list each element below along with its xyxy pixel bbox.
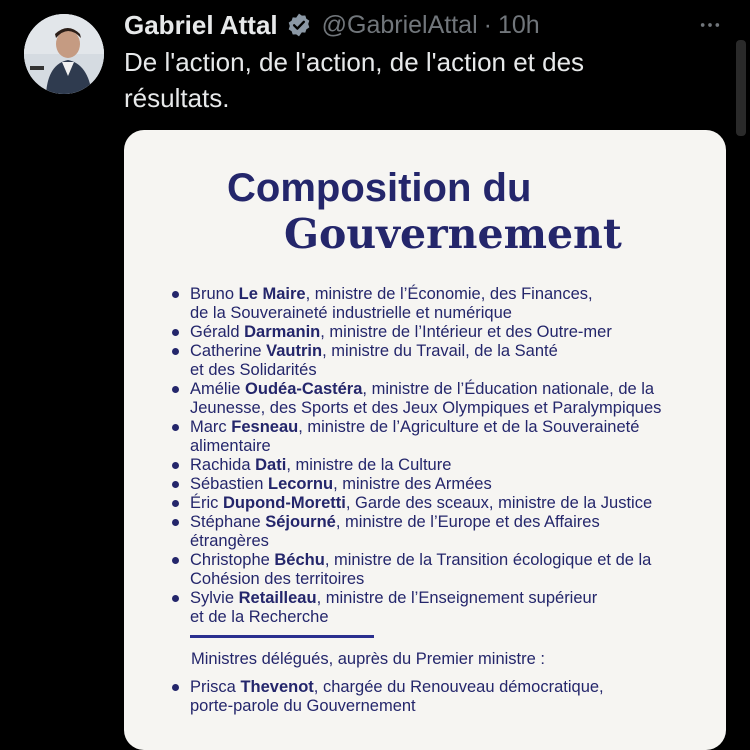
list-item	[172, 494, 712, 513]
delegates-heading: Ministres délégués, auprès du Premier ministre :	[191, 650, 545, 668]
list-item	[172, 418, 712, 456]
adjacent-image-edge	[736, 40, 746, 136]
image-title-line2: Gouvernement	[284, 210, 622, 258]
minister-last-name: Vautrin	[266, 342, 323, 360]
list-item	[172, 342, 712, 380]
minister-first-name: Gérald	[190, 323, 240, 341]
minister-role: , ministre de la Culture	[286, 456, 452, 474]
minister-last-name: Lecornu	[267, 475, 334, 493]
author-name[interactable]: Gabriel Attal	[124, 9, 278, 40]
tweet-time[interactable]: 10h	[497, 10, 540, 39]
minister-first-name: Amélie	[190, 380, 241, 398]
minister-last-name: Dati	[255, 456, 287, 474]
list-item	[172, 589, 712, 627]
minister-role-cont: et des Solidarités	[190, 361, 317, 379]
section-divider	[190, 635, 374, 638]
minister-last-name: Retailleau	[238, 589, 317, 607]
minister-role-cont: de la Souveraineté industrielle et numérique	[190, 304, 512, 322]
minister-role: , ministre de l’Économie, des Finances,	[305, 285, 593, 303]
minister-role: , ministre de la Transition écologique et de la	[324, 551, 652, 569]
minister-role: , ministre de l’Enseignement supérieur	[316, 589, 598, 607]
list-item	[172, 380, 712, 418]
tweet-header	[124, 8, 730, 42]
minister-role: , ministre des Armées	[333, 475, 492, 493]
minister-first-name: Éric	[190, 494, 219, 512]
list-item	[172, 285, 712, 323]
minister-role: , ministre de l’Agriculture et de la Souveraineté	[298, 418, 640, 436]
minister-role-cont: alimentaire	[190, 437, 271, 455]
more-options-icon[interactable]	[698, 14, 722, 36]
list-item	[172, 551, 712, 589]
minister-first-name: Sylvie	[190, 589, 235, 607]
minister-first-name: Catherine	[190, 342, 262, 360]
tweet-text: De l'action, de l'action, de l'action et des résultats.	[124, 47, 585, 113]
minister-role: , chargée du Renouveau démocratique,	[313, 678, 604, 696]
minister-first-name: Sébastien	[190, 475, 264, 493]
minister-first-name: Prisca	[190, 678, 236, 696]
minister-role: , ministre du Travail, de la Santé	[322, 342, 558, 360]
image-title-line1: Composition du	[227, 166, 532, 210]
minister-last-name: Séjourné	[265, 513, 336, 531]
minister-role-cont: étrangères	[190, 532, 269, 550]
list-item	[172, 323, 712, 342]
author-avatar[interactable]	[24, 14, 104, 94]
separator-dot: ·	[483, 10, 492, 39]
minister-role: , ministre de l’Intérieur et des Outre-mer	[320, 323, 612, 341]
minister-last-name: Oudéa-Castéra	[245, 380, 363, 398]
minister-role-cont: Jeunesse, des Sports et des Jeux Olympiques et Paralympiques	[190, 399, 662, 417]
verified-badge-icon	[286, 12, 312, 38]
minister-last-name: Dupond-Moretti	[223, 494, 346, 512]
list-item	[172, 513, 712, 551]
author-handle[interactable]: @GabrielAttal	[321, 10, 478, 39]
tweet-image[interactable]	[124, 130, 726, 750]
minister-role: , Garde des sceaux, ministre de la Justice	[345, 494, 653, 512]
ministers-list	[172, 285, 712, 627]
list-item	[172, 475, 712, 494]
minister-first-name: Bruno	[190, 285, 235, 303]
list-item	[172, 678, 712, 716]
minister-last-name: Le Maire	[238, 285, 306, 303]
minister-last-name: Thevenot	[240, 678, 314, 696]
minister-role-cont: et de la Recherche	[190, 608, 329, 626]
minister-first-name: Rachida	[190, 456, 251, 474]
minister-first-name: Christophe	[190, 551, 270, 569]
delegates-list	[172, 678, 712, 716]
minister-role: , ministre de l’Europe et des Affaires	[335, 513, 600, 531]
minister-last-name: Darmanin	[244, 323, 321, 341]
list-item	[172, 456, 712, 475]
minister-role-cont: Cohésion des territoires	[190, 570, 365, 588]
minister-first-name: Marc	[190, 418, 227, 436]
minister-last-name: Béchu	[274, 551, 325, 569]
minister-last-name: Fesneau	[231, 418, 299, 436]
minister-role-cont: porte-parole du Gouvernement	[190, 697, 416, 715]
minister-first-name: Stéphane	[190, 513, 261, 531]
minister-role: , ministre de l’Éducation nationale, de la	[362, 380, 655, 398]
